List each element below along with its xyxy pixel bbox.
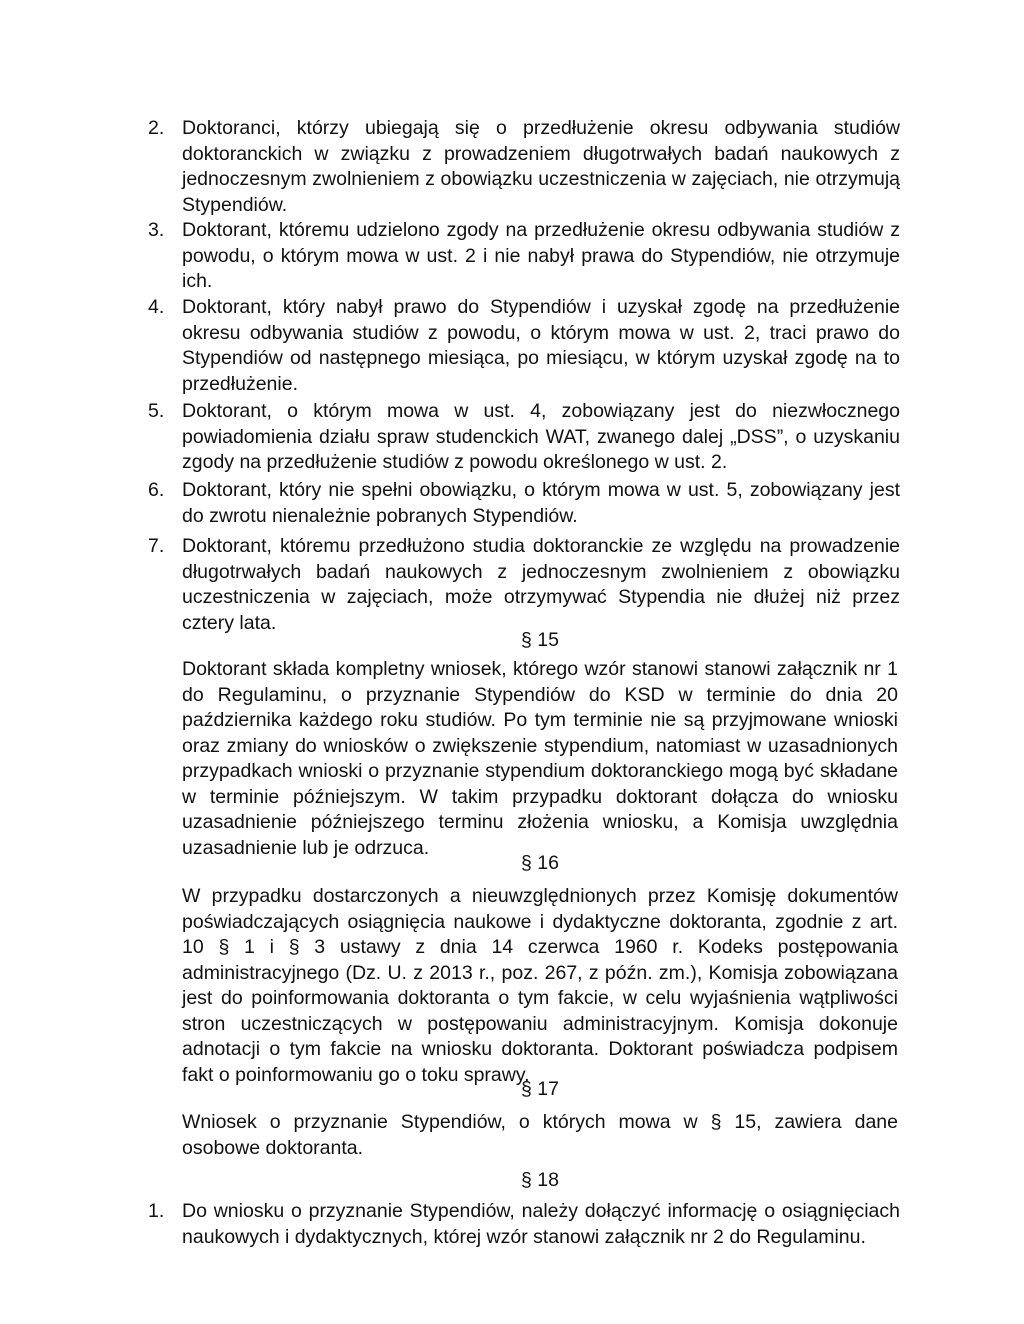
list-item: [148, 218, 900, 295]
list-item: [148, 478, 900, 529]
list-item: [148, 399, 900, 476]
item-text: Doktorant, któremu udzielono zgody na przedłużenie okresu odbywania studiów z powodu, o którym mowa w ust. 2 i nie nabył prawa do Stypendiów, nie otrzymuje ich.: [182, 219, 900, 292]
item-number: 5.: [148, 400, 165, 422]
item-number: 6.: [148, 479, 165, 501]
list-item: [148, 295, 900, 397]
item-number: 2.: [148, 117, 165, 139]
section-paragraph: W przypadku dostarczonych a nieuwzględnionych przez Komisję dokumentów poświadczających osiągnięcia naukowe i dydaktyczne doktoranta, zgodnie z art. 10 § 1 i § 3 ustawy z dnia 14 czerwca 1960 r. Kodeks postępowania administracyjnego (Dz. U. z 2013 r., poz. 267, z późn. zm.), Komisja zobowiązana jest do poinformowania doktoranta o tym fakcie, w celu wyjaśnienia wątpliwości stron uczestniczących w postępowaniu administracyjnym. Komisja dokonuje adnotacji o tym fakcie na wniosku doktoranta. Doktorant poświadcza podpisem fakt o poinformowaniu go o toku sprawy.: [182, 885, 898, 1086]
item-number: 7.: [148, 535, 165, 557]
list-item: [148, 1199, 900, 1250]
item-number: 1.: [148, 1200, 165, 1222]
item-text: Doktorant, który nie spełni obowiązku, o którym mowa w ust. 5, zobowiązany jest do zwrotu nienależnie pobranych Stypendiów.: [182, 479, 900, 527]
section-heading: § 16: [521, 852, 559, 874]
item-text: Doktoranci, którzy ubiegają się o przedłużenie okresu odbywania studiów doktoranckich w związku z prowadzeniem długotrwałych badań naukowych z jednoczesnym zwolnieniem z obowiązku uczestniczenia w zajęciach, nie otrzymują Stypendiów.: [182, 117, 900, 216]
section-paragraph: Doktorant składa kompletny wniosek, którego wzór stanowi stanowi załącznik nr 1 do Regulaminu, o przyznanie Stypendiów do KSD w terminie do dnia 20 października każdego roku studiów. Po tym terminie nie są przyjmowane wnioski oraz zmiany do wniosków o zwiększenie stypendium, natomiast w uzasadnionych przypadkach wnioski o przyznanie stypendium doktoranckiego mogą być składane w terminie późniejszym. W takim przypadku doktorant dołącza do wniosku uzasadnienie późniejszego terminu złożenia wniosku, a Komisja uwzględnia uzasadnienie lub je odrzuca.: [182, 658, 898, 859]
item-text: Do wniosku o przyznanie Stypendiów, należy dołączyć informację o osiągnięciach naukowych i dydaktycznych, której wzór stanowi załącznik nr 2 do Regulaminu.: [182, 1200, 900, 1248]
section-paragraph: Wniosek o przyznanie Stypendiów, o których mowa w § 15, zawiera dane osobowe doktoranta.: [182, 1111, 898, 1159]
item-text: Doktorant, który nabył prawo do Stypendiów i uzyskał zgodę na przedłużenie okresu odbywania studiów z powodu, o którym mowa w ust. 2, traci prawo do Stypendiów od następnego miesiąca, po miesiącu, w którym uzyskał zgodę na to przedłużenie.: [182, 296, 900, 395]
list-item: [148, 534, 900, 636]
section-heading: § 17: [521, 1078, 559, 1100]
item-text: Doktorant, o którym mowa w ust. 4, zobowiązany jest do niezwłocznego powiadomienia działu spraw studenckich WAT, zwanego dalej „DSS”, o uzyskaniu zgody na przedłużenie studiów z powodu określonego w ust. 2.: [182, 400, 900, 473]
item-number: 4.: [148, 296, 165, 318]
section-heading: § 15: [521, 629, 559, 651]
item-text: Doktorant, któremu przedłużono studia doktoranckie ze względu na prowadzenie długotrwałych badań naukowych z jednoczesnym zwolnieniem z obowiązku uczestniczenia w zajęciach, może otrzymywać Stypendia nie dłużej niż przez cztery lata.: [182, 535, 900, 634]
item-number: 3.: [148, 219, 165, 241]
section-heading: § 18: [521, 1169, 559, 1191]
list-item: [148, 116, 900, 218]
